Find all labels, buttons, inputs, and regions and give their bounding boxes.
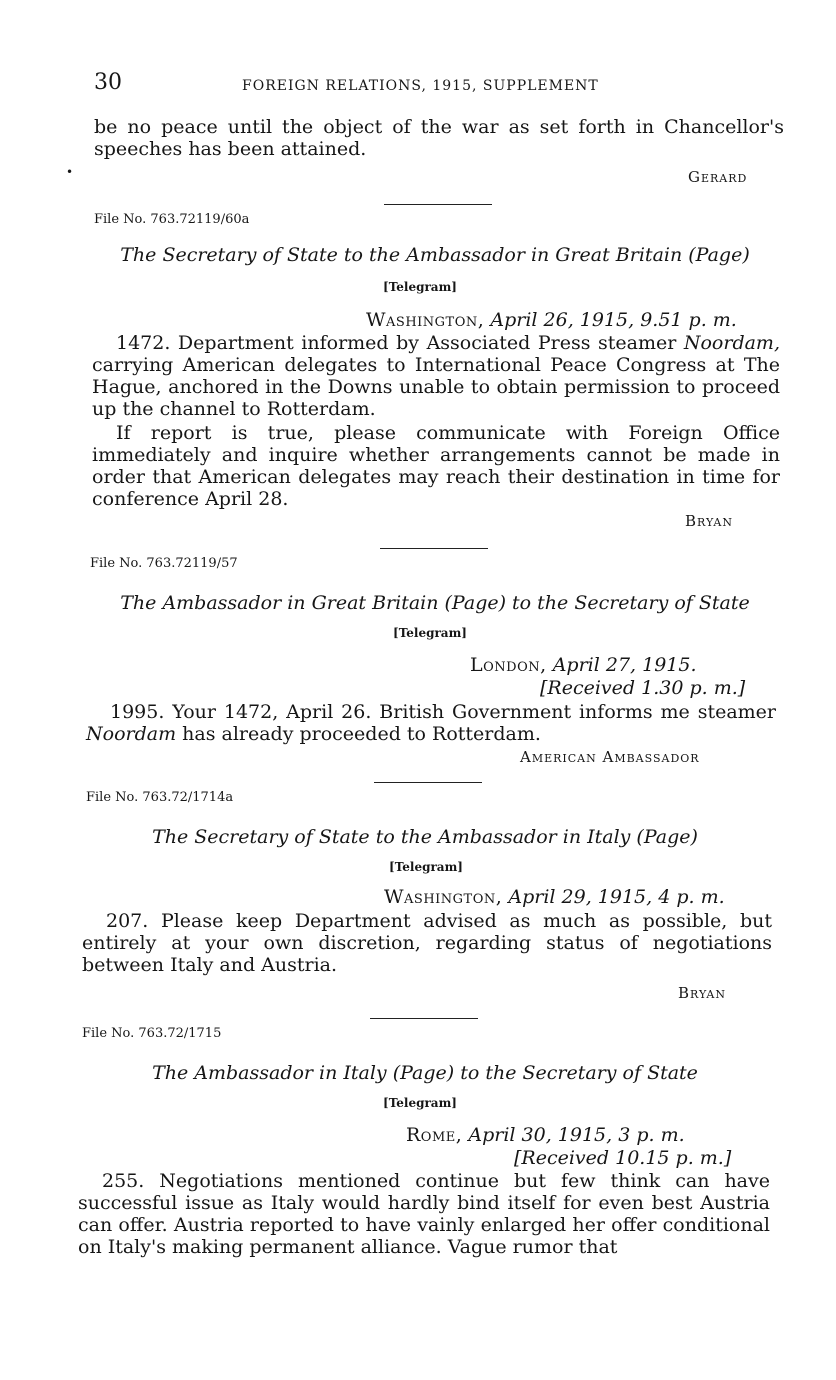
document-title: The Secretary of State to the Ambassador in Italy (Page) xyxy=(152,826,698,848)
dateline xyxy=(470,654,697,676)
file-number: File No. 763.72119/60a xyxy=(94,212,250,227)
continuation-paragraph: be no peace until the object of the war as set forth in Chancellor's speeches has been attained. xyxy=(94,116,784,160)
paragraph-1472 xyxy=(92,332,780,420)
paragraph-207: 207. Please keep Department advised as much as possible, but entirely at your own discretion, regarding status of negotiations between Italy and Austria. xyxy=(82,910,772,976)
dateline xyxy=(366,309,737,331)
dateline-place: London, xyxy=(470,654,547,676)
signature-bryan: Bryan xyxy=(678,984,726,1002)
dateline-date: April 30, 1915, 3 p. m. xyxy=(468,1124,685,1146)
signature-bryan: Bryan xyxy=(685,512,733,530)
section-divider xyxy=(374,782,482,783)
dateline xyxy=(384,886,725,908)
file-number: File No. 763.72/1715 xyxy=(82,1026,222,1041)
file-number: File No. 763.72119/57 xyxy=(90,556,238,571)
telegram-label: [Telegram] xyxy=(383,280,457,294)
dateline-date: April 27, 1915. xyxy=(552,654,697,676)
paragraph-255: 255. Negotiations mentioned continue but few think can have successful issue as Italy would hardly bind itself for even best Austria can offer. Austria reported to have vainly enlarged her offer conditional on Italy's making permanent alliance. Vague rumor that xyxy=(78,1170,770,1258)
file-number: File No. 763.72/1714a xyxy=(86,790,234,805)
paragraph-text: has already proceeded to Rotterdam. xyxy=(176,723,541,745)
dateline-place: Washington, xyxy=(366,309,485,331)
telegram-label: [Telegram] xyxy=(389,860,463,874)
dateline-place: Rome, xyxy=(406,1124,463,1146)
paragraph-report: If report is true, please communicate with Foreign Office immediately and inquire whether arrangements cannot be made in order that American delegates may reach their destination in time for conference April 28. xyxy=(92,422,780,510)
section-divider xyxy=(370,1018,478,1019)
received-time: [Received 1.30 p. m.] xyxy=(540,677,746,699)
telegram-label: [Telegram] xyxy=(383,1096,457,1110)
signature-gerard: Gerard xyxy=(688,168,748,186)
running-title: FOREIGN RELATIONS, 1915, SUPPLEMENT xyxy=(242,78,599,94)
document-title: The Ambassador in Great Britain (Page) to the Secretary of State xyxy=(120,592,750,614)
section-divider xyxy=(384,204,492,205)
ship-name: Noordam xyxy=(86,723,177,745)
dateline xyxy=(406,1124,685,1146)
telegram-label: [Telegram] xyxy=(393,626,467,640)
dateline-date: April 26, 1915, 9.51 p. m. xyxy=(490,309,737,331)
margin-mark: • xyxy=(66,165,74,179)
document-title: The Secretary of State to the Ambassador in Great Britain (Page) xyxy=(120,244,750,266)
paragraph-text: 1472. Department informed by Associated Press steamer xyxy=(116,332,684,354)
paragraph-text: 1995. Your 1472, April 26. British Government informs me steamer xyxy=(110,701,776,723)
section-divider xyxy=(380,548,488,549)
paragraph-text: carrying American delegates to International Peace Congress at The Hague, anchored in the Downs unable to obtain permission to proceed up the channel to Rotterdam. xyxy=(92,354,780,420)
paragraph-1995 xyxy=(86,701,776,745)
dateline-date: April 29, 1915, 4 p. m. xyxy=(508,886,725,908)
document-title: The Ambassador in Italy (Page) to the Secretary of State xyxy=(152,1062,698,1084)
signature-american-ambassador: American Ambassador xyxy=(520,748,700,766)
page-number: 30 xyxy=(94,70,122,95)
dateline-place: Washington, xyxy=(384,886,503,908)
page-header xyxy=(94,70,784,100)
received-time: [Received 10.15 p. m.] xyxy=(514,1147,732,1169)
ship-name: Noordam, xyxy=(683,332,780,354)
